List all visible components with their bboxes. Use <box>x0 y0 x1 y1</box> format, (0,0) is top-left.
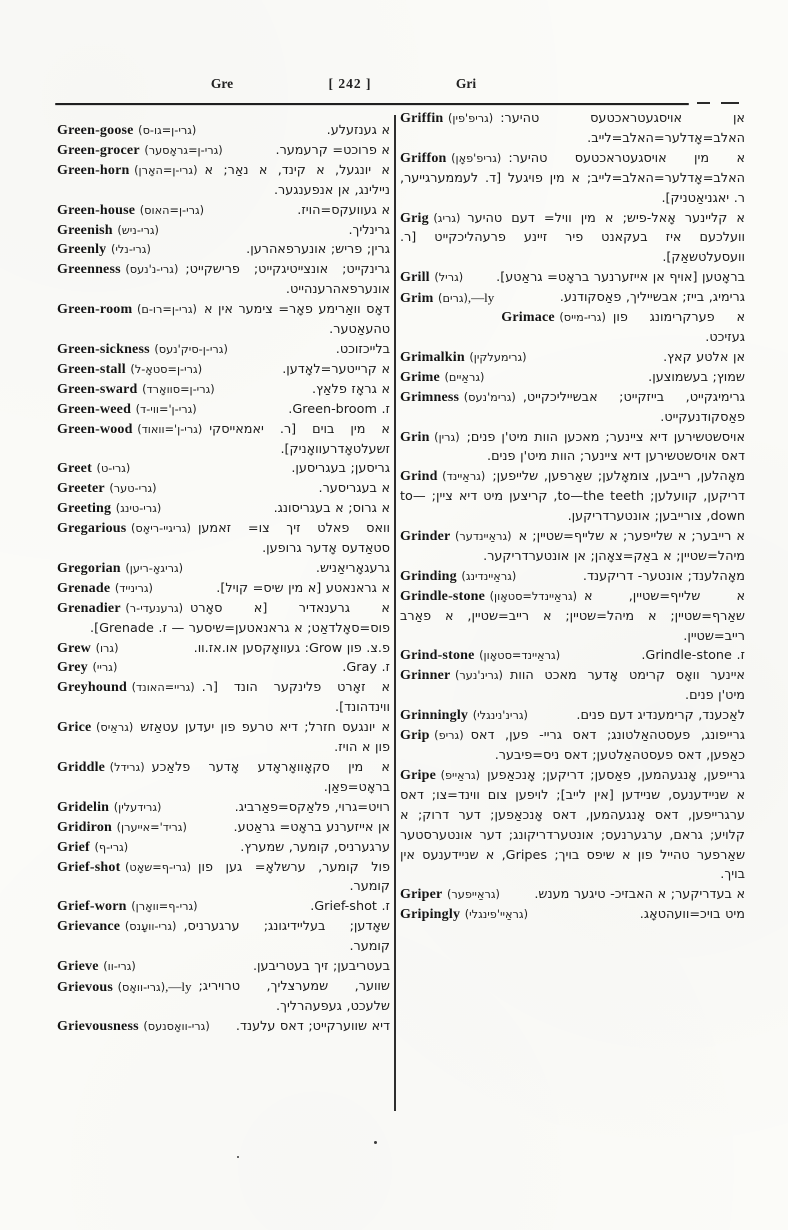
dictionary-entry <box>57 897 390 917</box>
entry-definition: שאָדען; בעליידיגונג; ערגערניס, קומער. <box>183 919 390 955</box>
scan-artifact-speck <box>374 1141 377 1144</box>
dictionary-entry <box>57 718 390 758</box>
entry-pronunciation: (גרי-ניש) <box>117 223 159 237</box>
entry-definition: ז. Grindle-stone. <box>641 648 745 664</box>
entry-headword-english: Griper <box>400 887 443 903</box>
entry-headword <box>400 706 528 726</box>
entry-pronunciation: (גראַיי'פינגלי) <box>464 908 528 922</box>
entry-pronunciation: (גראַיינדל=סטאָון) <box>489 589 578 603</box>
entry-headword-english: Gregorian <box>57 560 121 576</box>
dictionary-entry <box>57 678 390 718</box>
header-rule <box>55 103 689 105</box>
entry-headword-english: Grievance <box>57 919 121 935</box>
entry-headword-english: Green-house <box>57 202 136 218</box>
entry-headword <box>57 678 195 698</box>
entry-pronunciation: (גריד'=אייערן) <box>116 820 187 834</box>
entry-pronunciation: (גרי-ן=האוס) <box>139 203 205 217</box>
entry-headword <box>57 499 161 519</box>
entry-pronunciation: (גראַיים) <box>444 370 485 384</box>
entry-headword-english: Grice <box>57 720 92 736</box>
entry-definition: גרינקייט; אונצייטיגקייט; פרישקייט; אונערפאהרענהייט. <box>185 262 390 298</box>
entry-headword <box>57 400 197 420</box>
dictionary-entry <box>57 260 390 300</box>
dictionary-entry <box>400 885 745 905</box>
entry-pronunciation: (גרי-ף=וואָרן) <box>131 900 198 914</box>
entry-headword <box>400 428 460 448</box>
entry-headword-english: Greenly <box>57 242 107 258</box>
dictionary-column-right <box>400 109 745 925</box>
entry-definition: בעטריבען; זיך בעטריבען. <box>252 959 390 975</box>
entry-pronunciation: (גרי-ן=גו-ס) <box>138 124 197 137</box>
entry-pronunciation: (גרי-ן=האָרן) <box>134 163 198 177</box>
entry-pronunciation: (גרים) <box>438 292 468 306</box>
entry-headword-english: Green-room <box>57 302 133 318</box>
dictionary-entry <box>400 388 745 428</box>
entry-headword <box>400 388 516 408</box>
entry-pronunciation: (גרי-וואָס) <box>117 980 166 994</box>
entry-headword <box>57 201 204 221</box>
dictionary-column-left <box>57 121 390 1037</box>
entry-pronunciation: (גריג) <box>433 211 461 225</box>
dictionary-entry <box>400 268 745 288</box>
dictionary-entry <box>57 519 390 559</box>
entry-definition: א גרוס; א בעגריסונג. <box>273 501 390 517</box>
entry-definition: אויסשטשירען דיא ציינער; מאכען הוות מיט'ן פנים; דאס אויסשטשירען דיא ציינער; הוות מיט'ן פנים. <box>466 429 745 465</box>
entry-definition: בראָטען [אויף אן אייזערנער בראָט= גראַטע]. <box>496 270 745 286</box>
entry-pronunciation: (גרי-ן=סטאָ-ל) <box>130 362 203 376</box>
entry-pronunciation: (גרי-ף) <box>94 840 129 854</box>
dictionary-entry <box>57 360 390 380</box>
entry-headword <box>400 905 528 925</box>
header-guide-word-left: Gre <box>210 76 234 91</box>
entry-definition: רויט=גרוי, פלאַקס=פאַרביג. <box>234 799 390 815</box>
entry-headword <box>400 209 460 229</box>
entry-headword-english: Grievousness <box>57 1018 139 1034</box>
dictionary-entry <box>400 567 745 587</box>
entry-definition: שמוץ; בעשמוצען. <box>648 369 745 385</box>
entry-definition: א רייבער; א שלייפער; א שלייף=שטיין; א מיהל=שטיין; א באַק=צאָהן; אן אונטערדריקער. <box>483 529 745 564</box>
entry-definition: מאָהלען, רייבען, צומאָלען; שאַרפען, שלייפען; דריקען, קוועלען; to—the teeth, קריצען מיט דיא ציין; to—down, צורייבען; אונטערדריקען. <box>400 469 745 525</box>
entry-headword-english: Grim <box>400 291 434 307</box>
entry-pronunciation: (גרי-וו) <box>103 960 136 974</box>
entry-headword-english: Gripe <box>400 767 436 783</box>
dictionary-entry <box>57 479 390 499</box>
entry-headword <box>400 268 463 288</box>
dictionary-entry <box>57 957 390 977</box>
entry-pronunciation: (גרינייד) <box>114 581 153 595</box>
entry-headword <box>400 567 516 587</box>
entry-pronunciation: (גרי-ן'=וואוד) <box>137 422 203 436</box>
entry-headword-english: Grief-shot <box>57 859 121 875</box>
entry-headword-english: Grind-stone <box>400 648 475 664</box>
entry-headword <box>400 368 484 388</box>
entry-headword <box>57 858 191 878</box>
entry-headword <box>400 467 485 487</box>
entry-headword-english: Greet <box>57 461 92 477</box>
entry-headword-english: Grind <box>400 469 438 485</box>
entry-headword <box>400 348 527 368</box>
dictionary-entry <box>57 141 390 161</box>
entry-headword <box>400 587 577 607</box>
entry-pronunciation: (גרינ'נער) <box>454 669 503 683</box>
entry-pronunciation: (גרין) <box>434 430 460 444</box>
entry-definition: מאָהלענד; אונטער- דריקענד. <box>582 568 745 584</box>
dictionary-entry <box>57 420 390 460</box>
dictionary-entry <box>400 905 745 925</box>
entry-definition: מיט בויכ=וועהטאָג. <box>639 907 745 923</box>
entry-headword <box>57 579 153 599</box>
dictionary-entry <box>57 599 390 639</box>
dictionary-entry <box>57 201 390 221</box>
entry-headword-english: Grinder <box>400 529 451 545</box>
dictionary-entry <box>400 368 745 388</box>
entry-definition: ערגערניס, קומער, שמערץ. <box>240 839 390 855</box>
entry-headword <box>57 459 130 479</box>
entry-headword <box>57 897 198 917</box>
dictionary-entry <box>57 499 390 519</box>
entry-headword <box>57 121 196 141</box>
column-divider-rule <box>394 115 396 1111</box>
entry-headword <box>57 221 159 241</box>
entry-pronunciation: (גרינ'נינגלי) <box>472 709 528 723</box>
entry-headword-english: Green-weed <box>57 401 132 417</box>
entry-headword-english: Greenish <box>57 222 113 238</box>
entry-pronunciation: (גרענעדי-ר) <box>125 601 184 615</box>
entry-headword-english: Grenadier <box>57 600 121 616</box>
entry-headword <box>400 726 464 746</box>
entry-headword-english: Grip <box>400 728 430 744</box>
entry-headword-english: Griffon <box>400 150 447 166</box>
entry-headword <box>57 340 228 360</box>
dictionary-entry <box>57 1017 390 1037</box>
entry-headword <box>57 1017 210 1037</box>
entry-headword <box>57 260 178 280</box>
dictionary-entry <box>57 658 390 678</box>
entry-headword-english: Greeting <box>57 501 112 517</box>
entry-pronunciation: (גריל) <box>434 271 464 285</box>
entry-headword <box>57 519 191 539</box>
entry-headword <box>400 885 500 905</box>
entry-headword <box>57 977 192 998</box>
entry-headword <box>57 658 117 678</box>
entry-headword-english: Gridelin <box>57 799 110 815</box>
entry-pronunciation: (גריפ) <box>434 729 464 743</box>
entry-definition: גרינליך. <box>348 222 390 238</box>
entry-definition: גרייפען, אָנגעהמען, פאַסען; דריקען; אָנכאַפען א שניידענעס, שניידען [אין לייב]; לויפען צום ווינד=צו; דאס ערגרייפען, דאס אָנגעהמען, דאס אָנכאַפען; דער דרוק; א קלויע; גראם, ערגערנעס; אונטערדריקונג; דער אונטערסטער שאַרפער טהייל פון א שיפס בויך; Gripes, א שניידענעס אין בויך. <box>400 767 746 883</box>
entry-pronunciation: (גראַייפער) <box>447 888 500 902</box>
entry-headword <box>400 766 480 786</box>
entry-definition: א געוועקס=הויז. <box>297 202 390 218</box>
dictionary-entry <box>57 977 390 1017</box>
entry-pronunciation: (גרי-ן-סיק'נעס) <box>154 342 228 356</box>
header-guide-word-right: Gri <box>455 76 477 91</box>
entry-headword-english: Gregarious <box>57 521 127 537</box>
dictionary-entry <box>400 308 745 348</box>
entry-suffix: ,—ly <box>165 978 192 994</box>
entry-headword <box>57 639 119 659</box>
entry-pronunciation: (גרי-ן=גראָסער) <box>144 143 223 157</box>
dictionary-entry <box>57 300 390 340</box>
dictionary-entry <box>57 459 390 479</box>
entry-headword-english: Green-goose <box>57 123 134 138</box>
scan-artifact-dash <box>697 102 710 104</box>
entry-definition: גרייפונג, פעסטהאַלטונג; דאס גריי- פען, דאס כאַפען, דאס פעסטהאַלטען; דאס ניס=פיבער. <box>470 728 745 763</box>
entry-pronunciation: (גרי-טער) <box>109 482 157 496</box>
entry-headword-english: Green-horn <box>57 162 130 178</box>
dictionary-entry <box>57 838 390 858</box>
entry-headword <box>57 838 128 858</box>
dictionary-entry <box>57 639 390 659</box>
page-number: [ 242 ] <box>328 76 372 91</box>
entry-pronunciation: (גרי-ף=שאָט) <box>125 860 192 874</box>
dictionary-entry <box>400 428 745 468</box>
entry-pronunciation: (גראַיינדינג) <box>461 569 517 583</box>
entry-pronunciation: (גרי-טינג) <box>115 502 162 516</box>
entry-headword <box>501 308 606 328</box>
entry-definition: בלייכזוכט. <box>335 341 390 357</box>
entry-headword <box>57 559 183 579</box>
entry-headword <box>57 917 176 937</box>
entry-headword <box>57 141 223 161</box>
entry-definition: פ.צ. פון Grow: געוואָקסען או.אז.וו. <box>193 640 390 656</box>
entry-definition: ז. Gray. <box>342 660 390 676</box>
entry-pronunciation: (גרימ'נעס) <box>463 390 516 404</box>
entry-pronunciation: (גריי) <box>92 661 118 675</box>
entry-headword-english: Green-sward <box>57 381 138 397</box>
scan-artifact-speck <box>237 1156 239 1158</box>
entry-headword <box>57 380 215 400</box>
entry-headword-english: Grinner <box>400 668 451 684</box>
entry-headword-english: Grill <box>400 270 430 286</box>
entry-definition: איינער וואָס קרימט אָדער מאכט הוות מיט'ן פנים. <box>509 668 745 704</box>
entry-headword-english: Grinningly <box>400 708 469 724</box>
entry-headword-english: Greeter <box>57 481 105 497</box>
dictionary-entry <box>57 400 390 420</box>
dictionary-entry <box>400 706 745 726</box>
entry-definition: א גענזעלע. <box>326 123 390 138</box>
entry-pronunciation: (גריי=האונד) <box>131 681 195 695</box>
dictionary-entry <box>57 340 390 360</box>
entry-pronunciation: (גראַייפ) <box>440 768 481 782</box>
dictionary-entry <box>400 587 745 647</box>
entry-pronunciation: (גרי-ן=סוואָרד) <box>142 382 215 396</box>
entry-headword-english: Gridiron <box>57 819 113 835</box>
entry-definition: ז. Grief-shot. <box>310 899 390 915</box>
entry-headword <box>400 149 501 169</box>
entry-headword-english: Green-grocer <box>57 142 140 158</box>
entry-headword-english: Grime <box>400 369 440 385</box>
entry-pronunciation: (גרי-נ'נעס) <box>125 263 179 277</box>
dictionary-entry <box>400 646 745 666</box>
entry-headword <box>57 479 157 499</box>
entry-headword <box>57 798 161 818</box>
entry-definition: אן אויסגעטראכטעס טהיער: האלב=אָדלער=האלב=לייב. <box>500 111 745 146</box>
dictionary-entry <box>400 348 745 368</box>
entry-pronunciation: (גריגיי-ריאָס) <box>130 522 191 536</box>
entry-headword-english: Grieve <box>57 959 99 975</box>
scan-artifact-dash <box>721 102 739 104</box>
entry-definition: לאַכענד, קרימענדיג דעם פנים. <box>576 708 745 724</box>
dictionary-entry <box>400 766 745 885</box>
entry-headword-english: Green-stall <box>57 361 126 377</box>
entry-definition: גריסען; בעגריסען. <box>291 461 390 477</box>
entry-pronunciation: (גרידעלין) <box>113 800 162 814</box>
entry-headword <box>57 718 133 738</box>
entry-pronunciation: (גרי-נלי) <box>110 243 151 257</box>
entry-pronunciation: (גרי-ן'=ווי-ד) <box>135 402 197 416</box>
entry-pronunciation: (גראַיינד=סטאָון) <box>479 649 561 663</box>
dictionary-entry <box>400 209 745 269</box>
entry-headword-english: Grinding <box>400 568 457 584</box>
dictionary-entry <box>400 467 745 527</box>
entry-headword-english: Grimness <box>400 389 460 405</box>
entry-headword-english: Grenade <box>57 580 111 596</box>
entry-headword <box>57 360 202 380</box>
entry-headword <box>57 240 151 260</box>
entry-headword-english: Grief <box>57 839 90 855</box>
dictionary-entry <box>400 109 745 149</box>
entry-definition: א שלייף=שטיין, א שאַרף=שטיין; א מיהל=שטיין; א רייב=שטיין, א פאַרב רייב=שטיין. <box>400 588 745 644</box>
entry-headword-english: Grimalkin <box>400 349 465 365</box>
dictionary-entry <box>400 527 745 567</box>
entry-headword-english: Greenness <box>57 262 121 278</box>
dictionary-entry <box>57 818 390 838</box>
entry-headword-english: Grew <box>57 640 91 656</box>
entry-definition: א פערקרימונג פון געזיכט. <box>612 310 745 345</box>
entry-definition: א זאָרט פלינקער הונד [ר. ווינדהונד]. <box>201 680 390 716</box>
entry-pronunciation: (גרי-ט) <box>96 462 131 476</box>
entry-pronunciation: (גראַיינד) <box>442 470 486 484</box>
entry-definition: גרין; פריש; אונערפאהרען. <box>246 242 390 258</box>
entry-definition: א מין סקאָוואָראָדע אָדער פלאַכע בראָט=פאַן. <box>151 760 390 795</box>
entry-headword <box>400 666 503 686</box>
dictionary-entry <box>400 149 745 209</box>
entry-headword <box>57 161 197 181</box>
entry-headword <box>400 288 494 309</box>
entry-headword <box>57 758 145 778</box>
entry-headword-english: Gripingly <box>400 907 461 923</box>
entry-headword-english: Grief-worn <box>57 899 127 915</box>
entry-headword-english: Grin <box>400 429 430 445</box>
entry-pronunciation: (גרידל) <box>109 761 145 774</box>
entry-pronunciation: (גרי-ן=רו-ם) <box>136 303 197 317</box>
entry-definition: א יונגעל, א קינד, א נאַר; א ניילינג, אן אנפענגער. <box>204 162 390 198</box>
entry-definition: א קליינער אָאל-פיש; א מין וויל= דעם טהיער וועלכעם איז בעקאנט פיר זיינע פרעהליכקייט [ר. וועסעלטשאַק]. <box>400 210 745 266</box>
entry-headword <box>57 818 187 838</box>
entry-pronunciation: (גרימעלקין) <box>469 350 527 364</box>
entry-headword <box>57 300 197 320</box>
entry-headword-english: Grey <box>57 660 88 676</box>
entry-pronunciation: (גרי-וואָסנעס) <box>143 1019 210 1033</box>
entry-headword-english: Green-wood <box>57 421 133 437</box>
dictionary-entry <box>57 858 390 898</box>
dictionary-entry <box>57 559 390 579</box>
dictionary-entry <box>57 221 390 241</box>
dictionary-entry <box>57 121 390 141</box>
entry-headword <box>400 646 560 666</box>
entry-definition: א גרענאדיר [א סאָרט פוס=סאָלדאַט; א גראנאטען=שיסער — ז. Grenade]. <box>90 600 390 636</box>
dictionary-entry <box>400 666 745 706</box>
entry-headword <box>400 527 512 547</box>
entry-headword-english: Grievous <box>57 979 114 995</box>
entry-definition: דאָס וואַרימע פאָר= צימער אין א טהעאַטער. <box>203 302 390 338</box>
dictionary-entry <box>400 288 745 308</box>
entry-definition: גרעגאָריאַניש. <box>315 560 390 576</box>
entry-definition: א גראנאטע [א מין שיס= קויל]. <box>216 580 390 596</box>
entry-definition: ז. Green-broom. <box>288 401 390 417</box>
entry-definition: א יונגעס חזרל; דיא טרעפ פון יעדען עטאַזש פון א הויז. <box>140 720 390 756</box>
dictionary-entry <box>57 917 390 957</box>
entry-headword-english: Grimace <box>501 310 555 326</box>
entry-headword-english: Grig <box>400 210 429 226</box>
entry-headword-english: Green-sickness <box>57 341 150 357</box>
entry-definition: א קרייטער=לאָדען. <box>282 361 390 377</box>
entry-pronunciation: (גריגאָ-ריען) <box>125 561 184 575</box>
entry-headword-english: Griffin <box>400 111 444 126</box>
entry-definition: גרימיג, בייז; אבשייליך, פאַסקודנע. <box>559 290 745 306</box>
entry-definition: אן אייזערנע בראָט= גראַטע. <box>233 819 390 835</box>
entry-pronunciation: (גרי-וועָנס) <box>124 920 177 934</box>
entry-definition: דיא שווערקייט; דאס עלענד. <box>235 1018 390 1034</box>
entry-headword-english: Griddle <box>57 760 106 775</box>
entry-definition: וואס פאלט זיך צו= זאמען סטאַדעס אָדער גרופען. <box>197 521 390 557</box>
dictionary-entry <box>57 798 390 818</box>
entry-definition: אן אלטע קאץ. <box>663 349 745 365</box>
entry-pronunciation: (גריפ'פין) <box>447 112 494 125</box>
dictionary-entry <box>57 240 390 260</box>
dictionary-entry <box>57 579 390 599</box>
entry-pronunciation: (גריפ'פאָן) <box>451 151 502 165</box>
entry-pronunciation: (גרו) <box>95 641 119 655</box>
entry-definition: פול קומער, ערשלאָ= גען פון קומער. <box>198 859 390 895</box>
entry-definition: א גראָז פלאַץ. <box>312 381 390 397</box>
entry-definition: א מין בוים [ר. יאמאייסקי זשעלטאָדרעוואָניק]. <box>209 421 390 457</box>
dictionary-entry <box>400 726 745 766</box>
entry-headword <box>57 420 202 440</box>
entry-pronunciation: (גרי-מייס) <box>559 311 606 325</box>
entry-headword-english: Greyhound <box>57 680 128 696</box>
dictionary-entry <box>57 380 390 400</box>
entry-headword-english: Grindle-stone <box>400 588 486 604</box>
entry-headword <box>57 599 183 619</box>
entry-pronunciation: (גראַיינדער) <box>454 530 512 544</box>
dictionary-entry <box>57 758 390 798</box>
entry-definition: גרימיגקייט, בייזקייט; אבשייליכקייט, פאַסקודנעקייט. <box>522 389 745 425</box>
entry-headword <box>57 957 136 977</box>
entry-pronunciation: (גראַיס) <box>96 721 134 735</box>
entry-definition: שווער, שמערצליך, טרויריג; שלעכט, געפעהרליך. <box>198 978 390 1014</box>
entry-headword <box>400 109 493 129</box>
entry-definition: א פרוכט= קרעמער. <box>275 142 390 158</box>
dictionary-entry <box>57 161 390 201</box>
entry-definition: א בעגריסער. <box>318 481 390 497</box>
entry-suffix: ,—ly <box>467 290 495 306</box>
entry-definition: א בעדריקער; א האבזיכ- טיגער מענש. <box>534 887 745 903</box>
entry-definition: א מין אויסגעטראכטעס טהיער: האלב=אָדלער=האלב=לייב; א מין פויגעל [ד. לעממערגייער, ר. יאגניאַטניק]. <box>400 150 745 206</box>
